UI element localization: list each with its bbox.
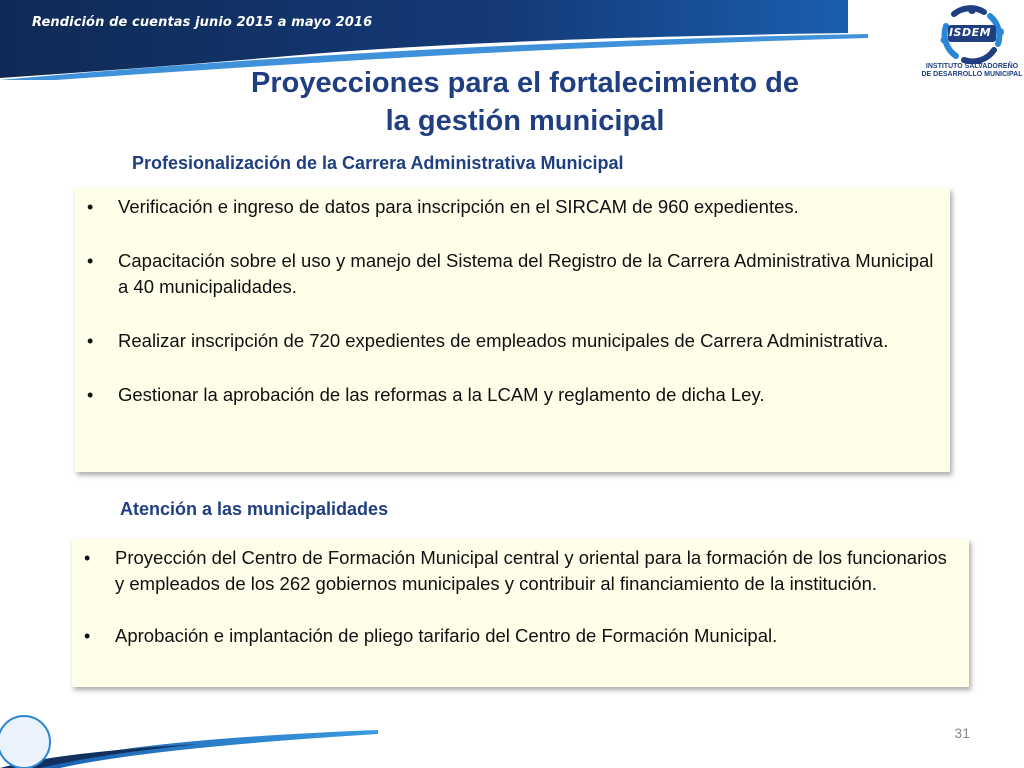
isdem-logo — [920, 2, 1024, 88]
page-title-line1: Proyecciones para el fortalecimiento de — [251, 67, 799, 99]
section2-heading: Atención a las municipalidades — [120, 499, 389, 519]
list-item: • Verificación e ingreso de datos para inscripción en el SIRCAM de 960 expedientes. — [118, 194, 948, 220]
list-item: • Realizar inscripción de 720 expedientes de empleados municipales de Carrera Administrativa. — [118, 328, 948, 354]
section2-list — [115, 545, 960, 675]
section2-box — [72, 539, 969, 687]
logo-subtitle-line2: DE DESARROLLO MUNICIPAL — [921, 71, 1023, 78]
section1-box — [75, 188, 950, 472]
list-item: • Aprobación e implantación de pliego tarifario del Centro de Formación Municipal. — [115, 623, 960, 649]
list-item: • Gestionar la aprobación de las reformas a la LCAM y reglamento de dicha Ley. — [118, 382, 948, 408]
page-title-line2: la gestión municipal — [385, 105, 665, 137]
list-item: • Capacitación sobre el uso y manejo del Sistema del Registro de la Carrera Administrativa Municipal a 40 municipalidades. — [118, 248, 948, 300]
logo-subtitle-line1: INSTITUTO SALVADOREÑO — [925, 63, 1019, 70]
logo-name: ISDEM — [948, 26, 992, 39]
page-number: 31 — [954, 725, 970, 741]
list-item: • Proyección del Centro de Formación Municipal central y oriental para la formación de los funcionarios y empleados de los 262 gobiernos municipales y contribuir al financiamiento de la institución. — [115, 545, 960, 597]
logo-subtitle — [920, 63, 1024, 79]
section1-list — [118, 194, 948, 436]
footer-swoosh — [0, 700, 380, 768]
page-title — [200, 64, 850, 140]
banner-text: Rendición de cuentas junio 2015 a mayo 2016 — [32, 15, 373, 30]
section1-heading: Profesionalización de la Carrera Administrativa Municipal — [132, 153, 624, 173]
